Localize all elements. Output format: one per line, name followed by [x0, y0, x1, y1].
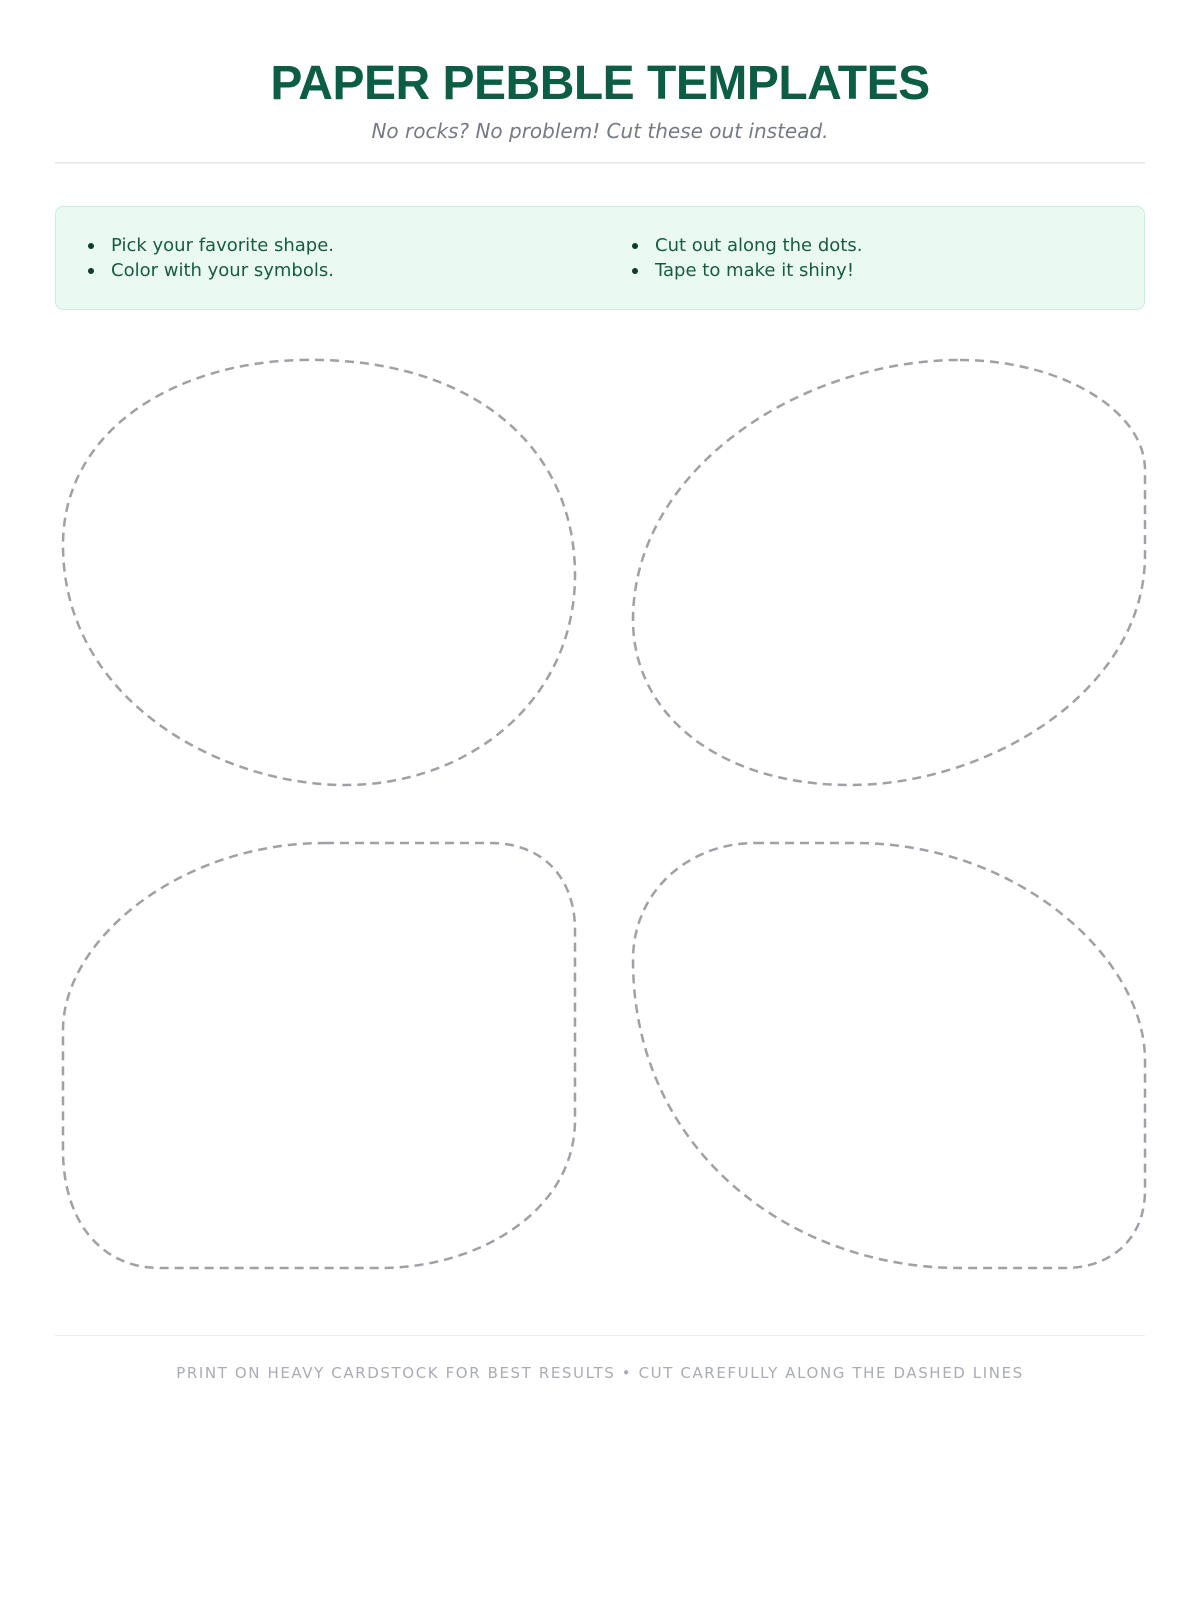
instruction-item: Cut out along the dots.: [655, 233, 1144, 258]
pebble-shape-2[interactable]: [633, 360, 1145, 785]
pebble-shape-1[interactable]: [63, 360, 575, 785]
instruction-item: Pick your favorite shape.: [111, 233, 600, 258]
instruction-item: Color with your symbols.: [111, 258, 600, 283]
page-title: PAPER PEBBLE TEMPLATES: [270, 57, 930, 110]
footer-note: PRINT ON HEAVY CARDSTOCK FOR BEST RESULTS • CUT CAREFULLY ALONG THE DASHED LINES: [176, 1364, 1024, 1382]
pebble-shape-3[interactable]: [63, 843, 575, 1268]
footer-divider: [55, 1335, 1145, 1336]
page-subtitle: No rocks? No problem! Cut these out instead.: [371, 119, 829, 143]
pebble-shape-4[interactable]: [633, 843, 1145, 1268]
instruction-item: Tape to make it shiny!: [655, 258, 1144, 283]
